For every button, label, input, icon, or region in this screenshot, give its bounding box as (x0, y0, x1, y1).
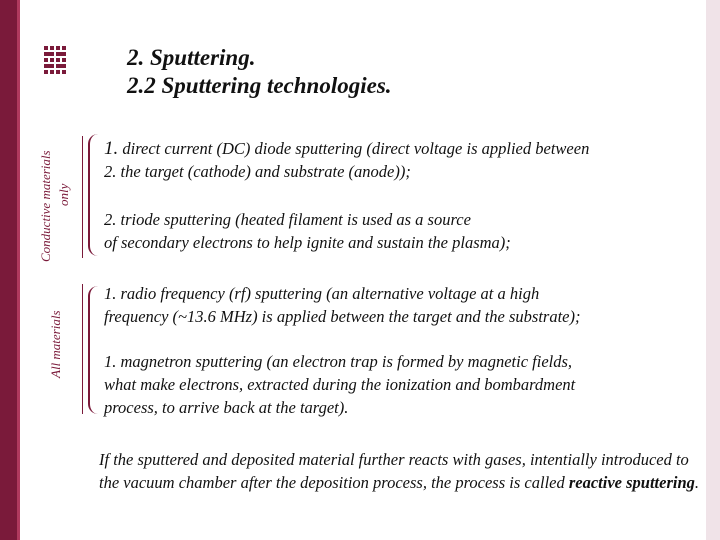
left-accent-stripe (17, 0, 20, 540)
list-item: 2. triode sputtering (heated filament is used as a source of secondary electrons to help ignite and sustain the plasma); (104, 210, 511, 252)
brace-all (88, 286, 102, 414)
footer-note: If the sputtered and deposited material further reacts with gases, intentially introduced to the vacuum chamber after the deposition process, the process is called reactive sputtering. (99, 450, 700, 492)
list-item: 1. magnetron sputtering (an electron trap is formed by magnetic fields, what make electrons, extracted during the ionization and bombardment process, to arrive back at the target). (104, 352, 576, 417)
reactive-sputtering-term: reactive sputtering (568, 473, 695, 492)
title-line-2: 2.2 Sputtering technologies. (127, 73, 392, 98)
list-item: 1. direct current (DC) diode sputtering (direct voltage is applied between 2. the target (cathode) and substrate (anode)); (104, 138, 590, 181)
group-divider-all (82, 284, 83, 414)
list-item: 1. radio frequency (rf) sputtering (an alternative voltage at a high frequency (~13.6 MHz) is applied between the target and the substrate); (104, 284, 581, 326)
university-logo-icon (44, 46, 70, 74)
brace-conductive (88, 134, 102, 256)
side-label-conductive: Conductive materials (38, 150, 53, 262)
side-label-conductive-only: only (56, 183, 71, 206)
title-line-1: 2. Sputtering. (127, 45, 256, 70)
side-label-all: All materials (48, 310, 63, 378)
left-accent-bar (0, 0, 17, 540)
group-divider-conductive (82, 136, 83, 258)
slide-title (127, 44, 392, 100)
